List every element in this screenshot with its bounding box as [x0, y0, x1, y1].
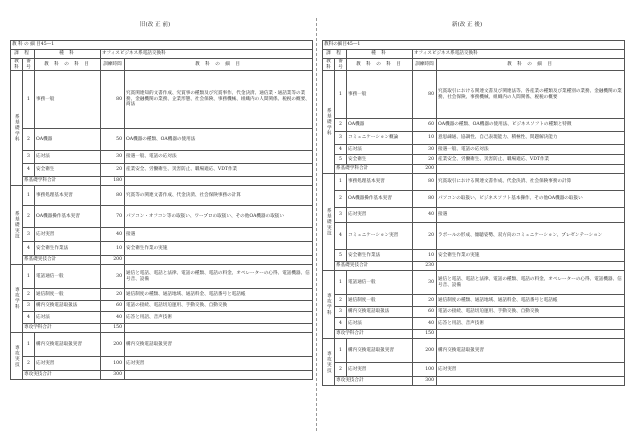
table-row	[323, 223, 625, 250]
row-hours: 100	[413, 363, 437, 377]
row-number: 2	[23, 129, 35, 151]
row-detail: 応答と用語、音声技術	[125, 312, 313, 324]
category-label: 専攻学科	[323, 271, 335, 339]
row-subject: OA機器操作基本実習	[35, 206, 101, 228]
subtotal-label: 系基礎実技合計	[23, 256, 101, 265]
table-row	[11, 151, 313, 164]
header-kyoka: 教 科	[11, 59, 23, 71]
subtotal-hours: 200	[413, 165, 437, 174]
row-number: 2	[335, 295, 347, 307]
subtotal-hours: 150	[413, 330, 437, 339]
table-row	[323, 145, 625, 155]
subtotal-label: 専攻学科合計	[23, 324, 101, 333]
row-number: 2	[335, 119, 347, 132]
row-subject: 応対法	[35, 312, 101, 324]
row-detail: 究賞取引における関連文書作成、代金決済、社会保険事務の計算	[437, 174, 625, 191]
subtotal-blank	[125, 177, 313, 186]
table-row	[11, 289, 313, 301]
category-label: 専攻実技	[323, 339, 335, 386]
table-row	[11, 164, 313, 177]
table-row	[11, 186, 313, 206]
subtotal-row	[323, 330, 625, 339]
subtotal-hours: 300	[413, 377, 437, 386]
row-subject: 構内交換電話取扱実習	[347, 339, 413, 363]
subtotal-blank	[125, 256, 313, 265]
row-detail: 通信制度の種類、通話地域、通話料金、電話番号と電話帳	[437, 295, 625, 307]
row-hours: 80	[101, 71, 125, 129]
row-hours: 30	[413, 271, 437, 295]
row-detail: パソコン・オフコン等の取扱い、ワープロの取扱い、その他OA機器の取扱い	[125, 206, 313, 228]
center-fold-divider	[316, 18, 317, 431]
row-subject: コミュニケーション実習	[347, 223, 413, 250]
row-subject: 応対実習	[347, 208, 413, 223]
course-type-label: 種 科	[347, 50, 413, 59]
header-detail: 教 科 の 細 目	[125, 59, 313, 71]
row-detail: 接遇一般、電話の応対法	[125, 151, 313, 164]
row-subject: 安全衛生作業法	[347, 250, 413, 262]
course-name: オフィスビジネス系電話交換科	[101, 50, 313, 59]
row-number: 1	[335, 271, 347, 295]
row-number: 2	[23, 289, 35, 301]
subtotal-label: 系基礎実技合計	[335, 262, 413, 271]
row-detail: 意思疎通、協調性、自己表現能力、積極性、問題解決能力	[437, 132, 625, 145]
row-subject: コミュニケーション概論	[347, 132, 413, 145]
row-detail: 接遇一般、電話の応対法	[437, 145, 625, 155]
table-row	[11, 71, 313, 129]
subtotal-row	[323, 262, 625, 271]
row-number: 3	[335, 208, 347, 223]
row-detail: 応答と用語、音声技術	[437, 318, 625, 330]
subtotal-row	[11, 177, 313, 186]
table-row	[323, 307, 625, 318]
row-detail: ラポールの形成、傾聴姿勢、双方向のコミュニケーション、プレゼンテーション	[437, 223, 625, 250]
row-subject: 事務一般	[35, 71, 101, 129]
row-hours: 80	[413, 191, 437, 208]
row-number: 1	[23, 265, 35, 289]
row-detail: 通信と電話、電話と法律、電話の種類、電話の料金、オペレーターの心得、電話機器、信号音、設備	[437, 271, 625, 295]
table-row	[11, 265, 313, 289]
course-header-label: 課 程	[11, 50, 35, 59]
course-name: オフィスビジネス系電話交換科	[413, 50, 625, 59]
row-detail: 産業安全、労働衛生、災害防止、職場適応、VDT作業	[125, 164, 313, 177]
row-hours: 30	[101, 265, 125, 289]
row-detail: 産業安全、労働衛生、災害防止、職場適応、VDT作業	[437, 155, 625, 165]
subtotal-label: 系基礎学科合計	[335, 165, 413, 174]
table-row	[323, 132, 625, 145]
row-hours: 40	[413, 318, 437, 330]
subtotal-label: 専攻実技合計	[23, 371, 101, 380]
subtotal-row	[323, 165, 625, 174]
row-hours: 80	[101, 186, 125, 206]
subtotal-label: 系基礎学科合計	[23, 177, 101, 186]
table-row	[11, 301, 313, 312]
row-detail: 究賞取引における関連文書及び関連法等、各産業の種類及び業種別の業務、金融機関の業務、社会保険、事務機械、組織内の人間関係、税税の概要	[437, 71, 625, 119]
new-curriculum-table	[322, 40, 625, 386]
subtotal-label: 専攻実技合計	[335, 377, 413, 386]
table-row	[11, 129, 313, 151]
row-detail: OA機器の種類、OA機器の使用法、ビジネスソフトの種類と特徴	[437, 119, 625, 132]
row-number: 4	[335, 145, 347, 155]
row-hours: 40	[413, 208, 437, 223]
row-number: 3	[23, 151, 35, 164]
row-subject: 応対法	[347, 318, 413, 330]
row-subject: 応対法	[347, 145, 413, 155]
category-label: 専攻実技	[11, 333, 23, 380]
row-number: 1	[23, 186, 35, 206]
row-detail: パソコンの取扱い、ビジネスソフト基本操作、その他OA機器の取扱い	[437, 191, 625, 208]
subtotal-hours: 300	[101, 371, 125, 380]
subtotal-row	[11, 371, 313, 380]
course-row	[11, 50, 313, 59]
row-number: 5	[335, 155, 347, 165]
table-row	[11, 206, 313, 228]
subtotal-blank	[437, 377, 625, 386]
row-hours: 30	[413, 145, 437, 155]
table-row	[323, 71, 625, 119]
subtotal-row	[11, 324, 313, 333]
subtotal-hours: 150	[101, 324, 125, 333]
row-subject: 電話通信一般	[347, 271, 413, 295]
row-hours: 200	[101, 333, 125, 357]
row-hours: 60	[413, 307, 437, 318]
row-number: 1	[335, 174, 347, 191]
row-detail: 接遇	[437, 208, 625, 223]
row-subject: 電話通信一般	[35, 265, 101, 289]
row-subject: 応対実習	[35, 357, 101, 371]
header-number: 番号	[335, 59, 347, 71]
table-row	[323, 119, 625, 132]
row-number: 3	[335, 307, 347, 318]
row-subject: 通信制度一般	[35, 289, 101, 301]
category-label: 専攻学科	[11, 265, 23, 333]
row-hours: 20	[413, 295, 437, 307]
row-subject: 応対法	[35, 151, 101, 164]
subtotal-hours: 180	[101, 177, 125, 186]
column-header-row	[11, 59, 313, 71]
row-detail: 通信制度の種類、通話地域、通話料金、電話番号と電話帳	[125, 289, 313, 301]
row-number: 4	[23, 164, 35, 177]
table-row	[323, 191, 625, 208]
subtotal-blank	[437, 165, 625, 174]
row-subject: OA機器	[35, 129, 101, 151]
category-label: 系基礎学科	[11, 71, 23, 186]
row-hours: 60	[101, 301, 125, 312]
row-number: 1	[23, 71, 35, 129]
row-number: 1	[335, 339, 347, 363]
row-hours: 60	[413, 119, 437, 132]
row-hours: 30	[101, 151, 125, 164]
table-row	[11, 357, 313, 371]
row-detail: 応対実習	[125, 357, 313, 371]
row-hours: 200	[413, 339, 437, 363]
row-subject: 構内交換電話取扱実習	[35, 333, 101, 357]
header-subject: 教 科 の 科 目	[35, 59, 101, 71]
row-hours: 10	[413, 250, 437, 262]
subtotal-blank	[437, 262, 625, 271]
row-detail: 構内交換電話取扱実習	[437, 339, 625, 363]
category-label: 系基礎実技	[11, 186, 23, 265]
row-detail: 安全衛生作業の実施	[125, 242, 313, 256]
table-row	[323, 174, 625, 191]
row-detail: OA機器の種類、OA機器の使用法	[125, 129, 313, 151]
table-row	[323, 339, 625, 363]
row-detail: 応対実習	[437, 363, 625, 377]
row-detail: 通信と電話、電話と法律、電話の種類、電話の料金、オペレーターの心得、電話機器、信号音、設備	[125, 265, 313, 289]
row-number: 2	[335, 191, 347, 208]
row-number: 1	[23, 333, 35, 357]
subtotal-blank	[125, 324, 313, 333]
row-subject: OA機器	[347, 119, 413, 132]
row-detail: 電話の接続、電話切迫運用、手動交換、自動交換	[437, 307, 625, 318]
row-hours: 10	[413, 132, 437, 145]
row-subject: OA機器操作基本実習	[347, 191, 413, 208]
table-row	[11, 312, 313, 324]
row-hours: 80	[413, 174, 437, 191]
subtotal-row	[323, 377, 625, 386]
row-hours: 20	[101, 164, 125, 177]
row-number: 1	[335, 71, 347, 119]
subtotal-hours: 230	[413, 262, 437, 271]
row-number: 2	[23, 206, 35, 228]
row-number: 3	[23, 301, 35, 312]
header-subject: 教 科 の 科 目	[347, 59, 413, 71]
row-hours: 100	[101, 357, 125, 371]
row-subject: 安全衛生	[35, 164, 101, 177]
row-hours: 50	[101, 129, 125, 151]
header-hours: 訓練時間	[413, 59, 437, 71]
table-row	[323, 295, 625, 307]
row-hours: 40	[101, 228, 125, 242]
category-label: 系基礎実技	[323, 174, 335, 271]
subtotal-hours: 200	[101, 256, 125, 265]
row-hours: 10	[101, 242, 125, 256]
row-hours: 20	[413, 223, 437, 250]
table-row	[323, 208, 625, 223]
row-subject: 事務一般	[347, 71, 413, 119]
row-number: 4	[335, 318, 347, 330]
subtotal-row	[11, 256, 313, 265]
row-subject: 応対実習	[347, 363, 413, 377]
row-hours: 40	[101, 312, 125, 324]
row-hours: 80	[413, 71, 437, 119]
subtotal-label: 専攻学科合計	[335, 330, 413, 339]
row-number: 4	[23, 312, 35, 324]
row-subject: 構内交換電話取扱法	[35, 301, 101, 312]
table-row	[323, 250, 625, 262]
header-kyoka: 教 科	[323, 59, 335, 71]
course-type-label: 種 科	[35, 50, 101, 59]
table-row	[11, 242, 313, 256]
header-number: 番号	[23, 59, 35, 71]
table-code-row	[11, 41, 313, 50]
table-code: 教 科 の 細 目45—1	[11, 41, 313, 50]
old-curriculum-table	[10, 40, 313, 380]
subtotal-blank	[125, 371, 313, 380]
row-number: 3	[335, 132, 347, 145]
row-number: 2	[335, 363, 347, 377]
table-row	[11, 228, 313, 242]
table-row	[323, 271, 625, 295]
row-detail: 接遇	[125, 228, 313, 242]
category-label: 系基礎学科	[323, 71, 335, 174]
row-detail: 構内交換電話取扱実習	[125, 333, 313, 357]
row-detail: 電話の接続、電話切迫運用、手動交換、自動交換	[125, 301, 313, 312]
table-code-row	[323, 41, 625, 50]
table-row	[323, 318, 625, 330]
row-subject: 安全衛生作業法	[35, 242, 101, 256]
row-subject: 安全衛生	[347, 155, 413, 165]
row-number: 3	[23, 228, 35, 242]
row-detail: 安全衛生作業の実施	[437, 250, 625, 262]
new-version-title: 新(改 正 後)	[451, 22, 483, 28]
row-number: 4	[335, 223, 347, 250]
row-hours: 20	[101, 289, 125, 301]
row-subject: 構内交換電話取扱法	[347, 307, 413, 318]
course-row	[323, 50, 625, 59]
row-detail: 究賞関連知的文書作成、究賞事の種類及び究賞事作、代金決済、通信業・通話業等の業務、金融機関の業務、企業形態、社会保険、事務機械、組織内の人間関係、税税の概要、商法	[125, 71, 313, 129]
table-row	[323, 363, 625, 377]
row-subject: 応対実習	[35, 228, 101, 242]
row-subject: 事務処理基本実習	[347, 174, 413, 191]
header-hours: 訓練時間	[101, 59, 125, 71]
row-detail: 究賞等の関連文書作成、代金決済、社会保険事務の計算	[125, 186, 313, 206]
table-row	[323, 155, 625, 165]
table-row	[11, 333, 313, 357]
header-detail: 教 科 の 細 目	[437, 59, 625, 71]
row-number: 5	[335, 250, 347, 262]
row-hours: 70	[101, 206, 125, 228]
row-subject: 事務処理基本実習	[35, 186, 101, 206]
row-number: 4	[23, 242, 35, 256]
row-subject: 通信制度一般	[347, 295, 413, 307]
old-version-title: 旧(改 正 前)	[139, 22, 171, 28]
row-number: 2	[23, 357, 35, 371]
row-hours: 20	[413, 155, 437, 165]
course-header-label: 課 程	[323, 50, 347, 59]
column-header-row	[323, 59, 625, 71]
subtotal-blank	[437, 330, 625, 339]
table-code: 教科の細目45—1	[323, 41, 625, 50]
